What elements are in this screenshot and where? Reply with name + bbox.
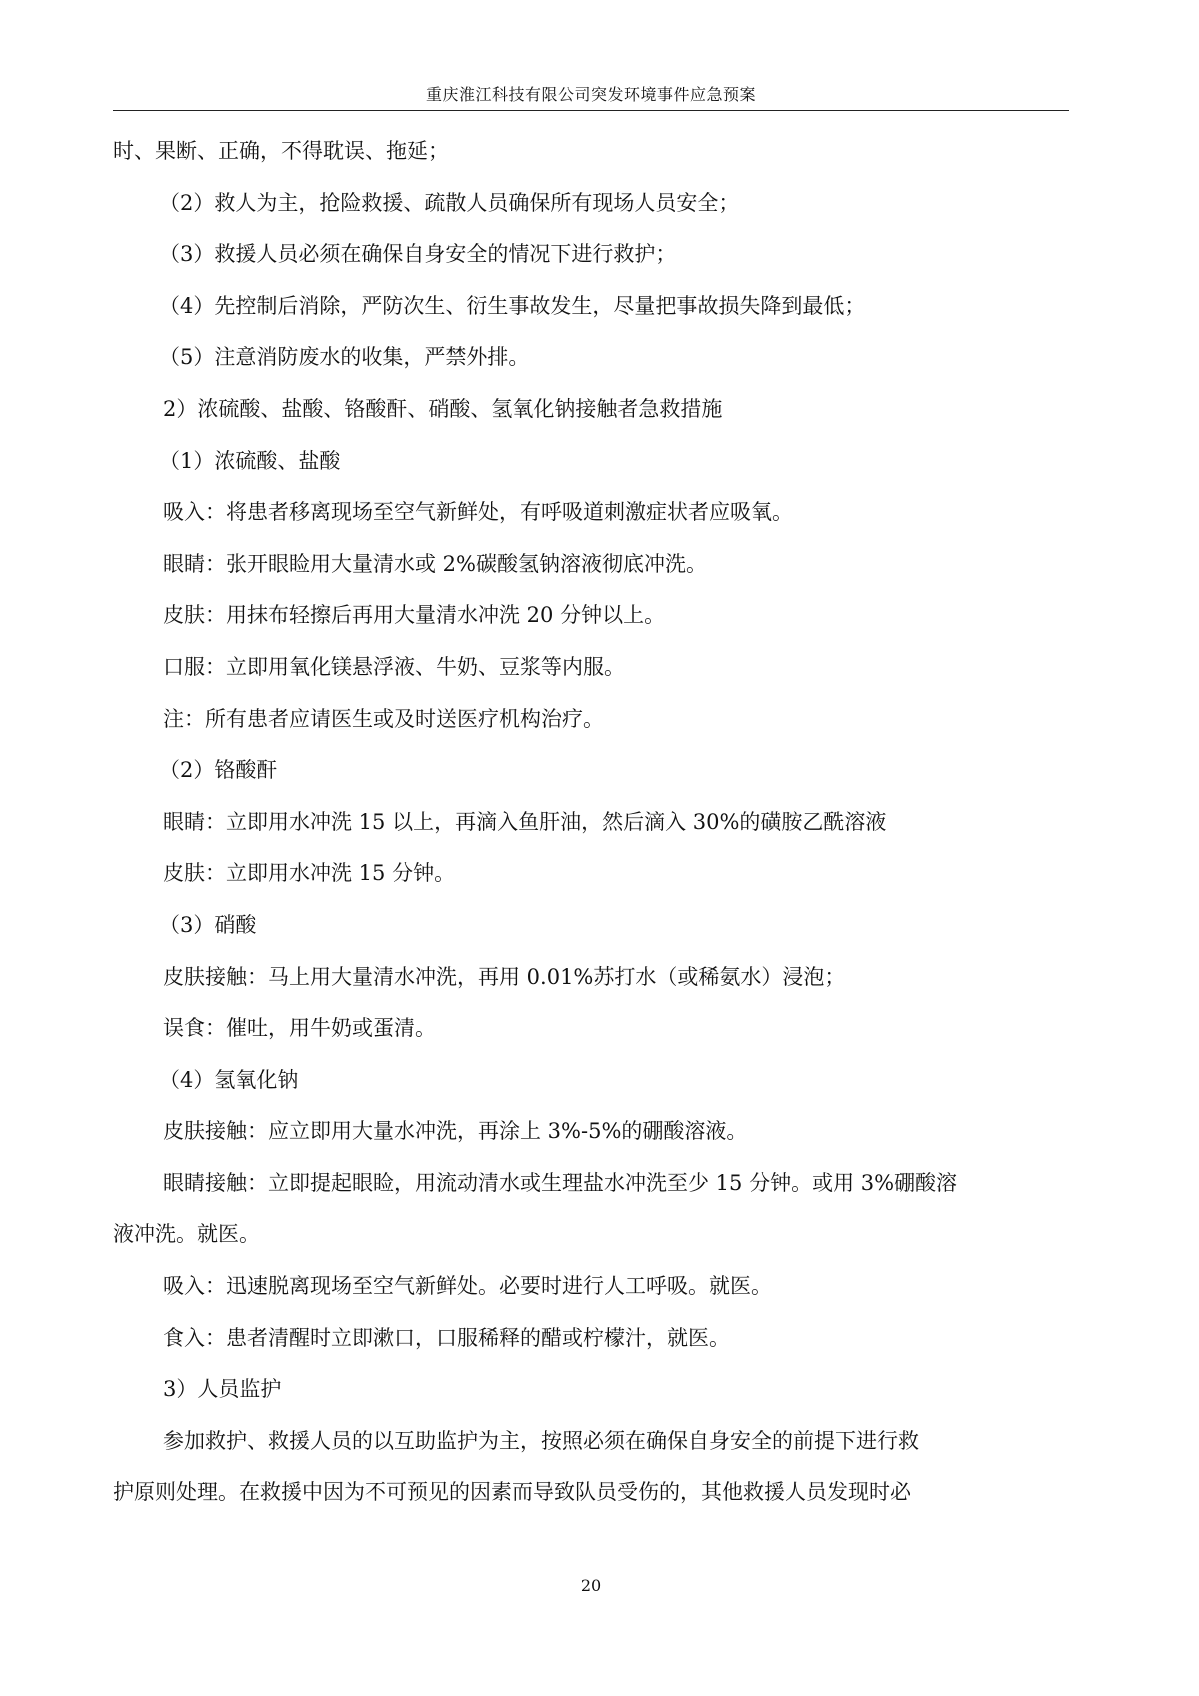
body-line: 眼睛：立即用水冲洗 15 以上，再滴入鱼肝油，然后滴入 30%的磺胺乙酰溶液 [163,809,887,834]
body-line: 皮肤：立即用水冲洗 15 分钟。 [163,861,456,886]
body-line: 参加救护、救援人员的以互助监护为主，按照必须在确保自身安全的前提下进行救 [163,1428,919,1453]
document-body [113,126,1069,1519]
header-divider [113,110,1069,111]
body-line: 时、果断、正确，不得耽误、拖延； [113,139,449,163]
body-line: 皮肤接触：马上用大量清水冲洗，再用 0.01%苏打水（或稀氨水）浸泡； [163,964,846,989]
body-line: 注：所有患者应请医生或及时送医疗机构治疗。 [163,706,604,731]
body-line: 护原则处理。在救援中因为不可预见的因素而导致队员受伤的，其他救援人员发现时必 [113,1480,911,1505]
body-line: （3）救援人员必须在确保自身安全的情况下进行救护； [159,242,677,267]
body-line: （2）救人为主，抢险救援、疏散人员确保所有现场人员安全； [159,190,740,215]
body-line: 2）浓硫酸、盐酸、铬酸酐、硝酸、氢氧化钠接触者急救措施 [163,396,723,421]
body-line: 皮肤接触：应立即用大量水冲洗，再涂上 3%-5%的硼酸溶液。 [163,1119,748,1144]
body-line: 眼睛：张开眼睑用大量清水或 2%碳酸氢钠溶液彻底冲洗。 [163,551,707,576]
page-number: 20 [580,1576,602,1595]
body-line: 吸入：将患者移离现场至空气新鲜处，有呼吸道刺激症状者应吸氧。 [163,500,793,525]
body-line: （1）浓硫酸、盐酸 [159,448,341,473]
document-header: 重庆淮江科技有限公司突发环境事件应急预案 [425,85,756,104]
body-line: 误食：催吐，用牛奶或蛋清。 [163,1016,436,1041]
body-line: 3）人员监护 [163,1377,282,1402]
body-line: （5）注意消防废水的收集，严禁外排。 [159,345,530,370]
body-line: 皮肤：用抹布轻擦后再用大量清水冲洗 20 分钟以上。 [163,603,666,628]
body-line: （3）硝酸 [159,912,257,937]
body-line: 食入：患者清醒时立即漱口，口服稀释的醋或柠檬汁，就医。 [163,1325,730,1350]
body-line: 吸入：迅速脱离现场至空气新鲜处。必要时进行人工呼吸。就医。 [163,1274,772,1299]
body-line: （4）氢氧化钠 [159,1067,299,1092]
body-line: （4）先控制后消除，严防次生、衍生事故发生，尽量把事故损失降到最低； [159,293,866,318]
body-line: 眼睛接触：立即提起眼睑，用流动清水或生理盐水冲洗至少 15 分钟。或用 3%硼酸溶 [163,1170,958,1195]
body-line: 液冲洗。就医。 [113,1222,260,1247]
body-line: （2）铬酸酐 [159,758,278,783]
body-line: 口服：立即用氧化镁悬浮液、牛奶、豆浆等内服。 [163,654,625,679]
